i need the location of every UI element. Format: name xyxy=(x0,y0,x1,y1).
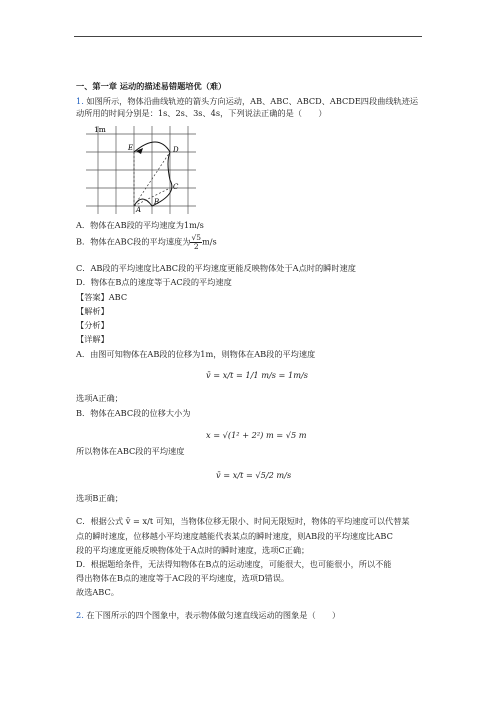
solution-c-line1: C．根据公式 v̄ = x/t 可知，当物体位移无限小、时间无限短时，物体的平均速度可以代替某 xyxy=(76,516,410,526)
q1-number: 1. xyxy=(76,96,84,106)
q1-option-c: C．AB段的平均速度比ABC段的平均速度更能反映物体处于A点时的瞬时速度 xyxy=(76,263,356,273)
solution-a-line: A．由图可知物体在AB段的位移为1m，则物体在AB段的平均速度 xyxy=(76,349,316,359)
option-b-unit: m/s xyxy=(202,236,217,247)
q1-stem-line2: 动所用的时间分别是：1s、2s、3s、4s，下列说法正确的是（ ） xyxy=(76,108,327,118)
option-b-denominator: 2 xyxy=(193,242,199,251)
trajectory-figure xyxy=(86,122,196,214)
point-label-c: C xyxy=(173,183,179,191)
equation-2: x = √(1² + 2²) m = √5 m xyxy=(206,430,307,440)
equation-1: v̄ = x/t = 1/1 m/s = 1m/s xyxy=(206,370,308,380)
solution-c-line2: 点的瞬时速度，位移越小平均速度越能代表某点的瞬时速度，则AB段的平均速度比ABC xyxy=(76,531,393,541)
option-b-text: B．物体在ABC段的平均速度为 xyxy=(76,236,191,247)
q2-number: 2. xyxy=(76,610,84,620)
point-label-e: E xyxy=(128,144,134,152)
solution-a-conclusion: 选项A正确； xyxy=(76,393,123,403)
figure-scale-label: 1m xyxy=(94,125,106,134)
solution-c-line3: 段的平均速度更能反映物体处于A点时的瞬时速度，选项C正确； xyxy=(76,545,310,555)
solution-d-line2: 得出物体在B点的速度等于AC段的平均速度，选项D错误。 xyxy=(76,573,290,583)
review-label: 【分析】 xyxy=(76,320,109,330)
final-answer: 故选ABC。 xyxy=(76,587,119,597)
option-b-numerator: √5 xyxy=(191,233,201,242)
solution-b-line: B．物体在ABC段的位移大小为 xyxy=(76,408,191,418)
q2-stem xyxy=(76,610,340,621)
grid xyxy=(86,126,196,214)
q2-stem-text: 在下图所示的四个图象中，表示物体做匀速直线运动的图象是（ ） xyxy=(86,610,341,620)
answer-label: 【答案】ABC xyxy=(76,292,128,302)
option-b-fraction xyxy=(190,234,202,251)
point-label-d: D xyxy=(173,146,179,154)
q1-option-a: A．物体在AB段的平均速度为1m/s xyxy=(76,220,204,230)
analysis-label: 【解析】 xyxy=(76,306,109,316)
solution-b-line2: 所以物体在ABC段的平均速度 xyxy=(76,446,185,456)
header-rule xyxy=(74,36,422,37)
solution-b-conclusion: 选项B正确； xyxy=(76,493,123,503)
point-label-a: A xyxy=(136,206,142,214)
q1-stem-text1: 如图所示，物体沿曲线轨迹的箭头方向运动，AB、ABC、ABCD、ABCDE四段曲线轨迹运 xyxy=(86,96,419,106)
solution-d-line1: D．根据题给条件，无法得知物体在B点的运动速度，可能很大，也可能很小，所以不能 xyxy=(76,559,392,569)
q1-option-d: D．物体在B点的速度等于AC段的平均速度 xyxy=(76,277,232,287)
detail-label: 【详解】 xyxy=(76,334,109,344)
arrow-head-icon xyxy=(136,148,143,154)
equation-3: v̄ = x/t = √5/2 m/s xyxy=(216,470,292,480)
q1-stem-line1 xyxy=(76,96,418,107)
q1-option-b xyxy=(76,234,217,251)
section-heading: 一、第一章 运动的描述易错题培优（难） xyxy=(76,81,227,91)
point-label-b: B xyxy=(154,198,160,206)
